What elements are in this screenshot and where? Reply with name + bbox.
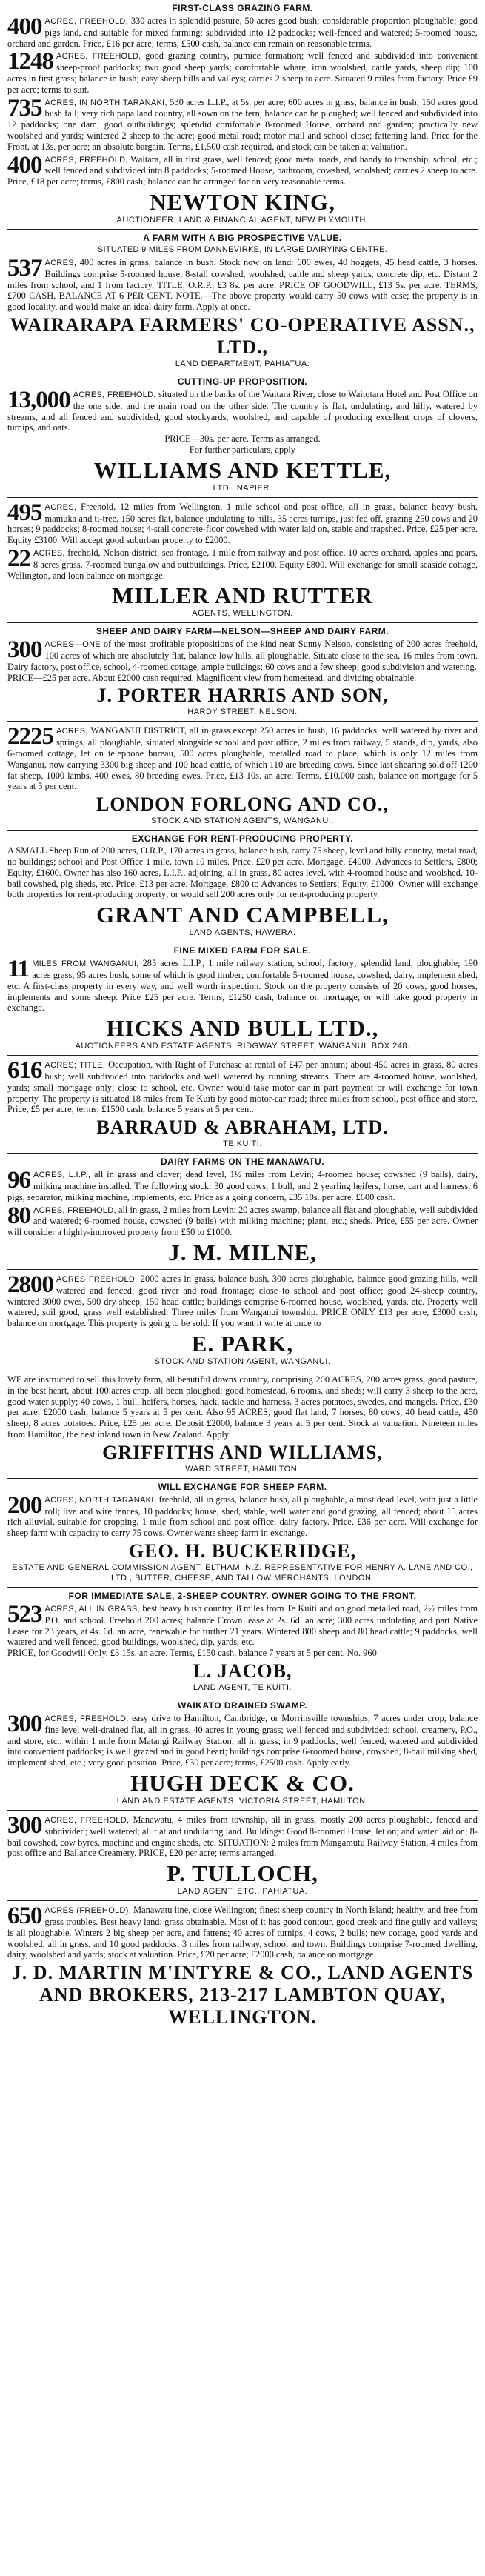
listing-entry: [7, 1059, 478, 1115]
ad-newton-king: [7, 0, 478, 230]
listing-text: ACRES, FREEHOLD, situated on the banks of the Waitara River, close to Waitotara Hotel and Post Office on the one side, and the main road on the other side. The country is flat, undulating, and hilly, watered by streams, and all fenced and subdivided, good stockyards, woolshed, and capable of producing excellent crops of clovers, turnips, and oats.: [7, 388, 478, 433]
agent-name: WILLIAMS AND KETTLE,: [93, 456, 392, 483]
ad-park: [7, 1270, 478, 1371]
ad-heading: WILL EXCHANGE FOR SHEEP FARM.: [158, 1481, 327, 1492]
listing-text: ACRES, L.I.P., all in grass and clover; dead level, 1½ miles from Levin; 4-roomed house; cowshed (9 bails), dairy, milking machine installed. The following stock: 30 good cows, 1 bull, and 2 yearling heifers, horse, cart and harness, 6 pigs, separator, milking machine, implements, etc. Price as a going concern, £35 10s. per acre. £600 cash.: [7, 1169, 478, 1202]
price-line: PRICE—£25 per acre. About £2000 cash required. Magnificent view from homestead, and dividing obtainable.: [7, 672, 417, 683]
ad-london-forlong: [7, 722, 478, 831]
listing-text: ACRES, freehold, Nelson district, sea frontage, 1 mile from railway and post office, 10 acres orchard, apples and pears, 8 acres grass, 7-roomed bungalow and outbuildings. Price, £2100. Equity £800. Will exchange for small seaside cottage, Wellington, and loan balance on mortgage.: [7, 547, 478, 581]
listing-text: ACRES, Freehold, 12 miles from Wellington, 1 mile school and post office, all in grass, balance heavy bush, mamuka and ti-tree, 150 acres flat, balance undulating to hills, 35 acres turnips, just fed off, grazing 250 cows and 20 horses; 9 paddocks; 8-roomed house; 4-stall concrete-floor cowshed with water laid on, stable and trapshed. Price, £25 per acre. Equity £3100. Will accept good suburban property to £2000.: [7, 501, 478, 546]
ad-heading: WAIKATO DRAINED SWAMP.: [177, 1700, 307, 1711]
agent-name: WAIRARAPA FARMERS' CO-OPERATIVE ASSN., LTD.,: [10, 313, 475, 358]
listing-entry: [7, 1600, 478, 1648]
agent-subtitle: LAND AGENT, ETC., PAHIATUA.: [177, 1887, 308, 1897]
listing-entry: [7, 1271, 478, 1329]
listing-text: ACRES; TITLE, Occupation, with Right of Purchase at rental of £47 per annum; about 450 acres in grass, 80 acres bush; well subdivided into paddocks and well watered by running streams. There are 4-roomed house, woolshed, yards; small mortgage only; close to school, etc. Owner would take motor car in part payment or will exchange for town property. The property is situated 18 miles from Te Kuiti by good motor-car road; three miles from school, post office and store. Price, £5 per acre; terms, £1500 cash, balance 5 years at 5 per cent.: [7, 1059, 478, 1115]
agent-name: P. TULLOCH,: [167, 1860, 318, 1887]
listing-text: ACRES, NORTH TARANAKI, freehold, all in grass, balance bush, all ploughable, almost dead level, with just a little roll; live and wire fences, 10 paddocks; house, shed, stable, well water and good grazing, all fenced; about 15 acres rich alluvial, suitable for cropping, 1 mile from school and post office, dairy factory. Price, £36 per acre. Will exchange for sheep farm with capacity to carry 75 cows. Owner wants sheep farm in exchange.: [7, 1494, 478, 1539]
agent-name: HICKS AND BULL LTD.,: [106, 1015, 379, 1042]
agent-subtitle: ESTATE AND GENERAL COMMISSION AGENT, ELTHAM. N.Z. REPRESENTATIVE FOR HENRY A. LANE AND CO., LTD., BUTTER, CHEESE, AND TALLOW MERCHANTS, LONDON.: [12, 1562, 473, 1582]
ad-heading: A FARM WITH A BIG PROSPECTIVE VALUE.: [143, 232, 342, 243]
listing-acreage: 96: [7, 1167, 30, 1194]
listing-acreage: 22: [7, 545, 30, 572]
agent-name: L. JACOB,: [193, 1660, 292, 1682]
listing-entry: [7, 725, 478, 792]
ad-wairarapa-farmers: [7, 230, 478, 373]
ad-tulloch: [7, 1811, 478, 1901]
listing-acreage: 2800: [7, 1271, 53, 1298]
listing-acreage: 80: [7, 1202, 30, 1229]
ad-hicks-bull: [7, 942, 478, 1056]
price-line: PRICE—30s. per acre. Terms as arranged.: [164, 433, 321, 445]
ad-heading: FIRST-CLASS GRAZING FARM.: [172, 3, 313, 13]
agent-subtitle: AGENTS, WELLINGTON.: [192, 609, 293, 619]
ad-miller-rutter: [7, 498, 478, 624]
ad-buckeridge: [7, 1479, 478, 1588]
agent-name: NEWTON KING,: [150, 188, 335, 215]
listing-entry: [7, 151, 478, 187]
agent-subtitle: LAND DEPARTMENT, PAHIATUA.: [175, 359, 310, 368]
listing-entry: [7, 50, 478, 95]
ad-hugh-deck: [7, 1697, 478, 1811]
listing-acreage: 523: [7, 1600, 42, 1628]
listing-text: ACRES—ONE of the most profitable propositions of the kind near Sunny Nelson, consisting of 200 acres freehold, 100 acres of which are absolutely flat, balance low hills, all ploughable. Situate close to the sea, 16 miles from town. Dairy factory, post office, school, 4-roomed cottage, ample buildings; 60 cows and a few sheep; good subdivision and watering.: [7, 639, 478, 672]
ad-williams-kettle: [7, 373, 478, 498]
listing-entry: [7, 1169, 478, 1202]
ad-heading: EXCHANGE FOR RENT-PRODUCING PROPERTY.: [131, 833, 354, 845]
agent-name: J. D. MARTIN M'INTYRE & CO., LAND AGENTS AND BROKERS, 213-217 LAMBTON QUAY, WELLINGTON.: [11, 1962, 474, 2028]
ad-heading: CUTTING-UP PROPOSITION.: [177, 376, 308, 387]
listing-text: A SMALL Sheep Run of 200 acres, O.R.P., 170 acres in grass, balance bush, carry 75 sheep, level and hilly country, metal road, no buildings; school and Post Office 1 mile, town 10 miles. Price, £20 per acre. Mortgage, £4000. Advances to Settlers, £800; Equity, £1600. Owner has also 160 acres, L.I.P., adjoining, all in grass, 80 acres level, with 4-roomed house and woolshed, 10-bail cowshed, pig sheds, etc. Price, £13 per acre. Mortgage, £800 to Advances to Settlers; Equity, £1000. Owner will exchange both properties for rent-producing property; or would sell 200 acres only for rent-producing property.: [7, 845, 478, 900]
listing-entry: [7, 13, 478, 49]
listing-entry: [7, 94, 478, 153]
agent-subtitle: TE KUITI.: [223, 1139, 262, 1149]
listing-acreage: 2225: [7, 723, 53, 750]
ad-heading: DAIRY FARMS ON THE MANAWATU.: [160, 1156, 325, 1168]
listing-entry: [7, 636, 478, 672]
listing-text: WE are instructed to sell this lovely farm, all beautiful downs country, comprising 200 ACRES, 200 acres grass, good pasture, in the best heart, about 100 acres crop, all been ploughed; good homestead, 6 rooms, and sheds; will carry 3 sheep to the acre, good water supply; 40 cows, 1 bull, heifers, horses, hack, tackle and harness, 3 acres potatoes, swedes, and mangels. Price, £30 per acre; £2000 cash, balance 5 years at 5 per cent. Also 95 ACRES, good flat land, 7 horses, 80 cows, 40 head cattle, 450 sheep, 8 acres potatoes. Price, £25 per acre. Deposit £2000, balance 3 years at 5 per cent. Stock at valuation. Nineteen miles from Hamilton, the best inland town in New Zealand. Apply: [7, 1374, 478, 1440]
listing-text: ACRES, IN NORTH TARANAKI, 530 acres L.I.P., at 5s. per acre; 600 acres in grass; balance in bush; 150 acres good bush fall; very rich papa land country, all sown on the fern; balance can be ploughed; well fenced and subdivided into 12 paddocks; one dam; good outbuildings; splendid comfortable 8-roomed House, orchard and garden; practically new woolshed and yards; wintered 2 sheep to the acre; good metal road; motor mail and school close; fattening land. Price for the Front, at 13s. per acre; an absolute bargain. Terms, £1,500 cash required, and stock can be taken at valuation.: [7, 96, 478, 152]
agent-subtitle: AUCTIONEERS AND ESTATE AGENTS, RIDGWAY STREET, WANGANUI. BOX 248.: [75, 1042, 410, 1051]
ad-porter-harris: [7, 623, 478, 722]
listing-text: ACRES, FREEHOLD, easy drive to Hamilton, Cambridge, or Morrinsville townships, 7 acres under crop, balance fine level well-drained flat, all in grass, 40 acres in young grass; well fenced and subdivided; school, creamery, P.O., and store, etc., within 1 mile from Matangi Railway Station; all in grass; in 9 paddocks, well fenced, watered and subdivided into convenient paddocks; is well grazed and in good heart; buildings comprise 6-roomed house, cowshed, 8-bail milking shed, implement shed, etc.; very good position. Price, £30 per acre; terms, £2500 cash. Apply early.: [7, 1712, 478, 1768]
agent-name: GRIFFITHS AND WILLIAMS,: [102, 1441, 383, 1463]
agent-subtitle: HARDY STREET, NELSON.: [187, 708, 298, 717]
agent-name: HUGH DECK & CO.: [130, 1769, 355, 1796]
agent-name: LONDON FORLONG AND CO.,: [96, 793, 389, 816]
agent-subtitle: STOCK AND STATION AGENT, WANGANUI.: [154, 1357, 331, 1366]
ad-heading: FOR IMMEDIATE SALE, 2-SHEEP COUNTRY. OWNER GOING TO THE FRONT.: [68, 1590, 417, 1601]
price-line: PRICE, for Goodwill Only, £3 15s. an acre. Terms, £150 cash, balance 7 years at 5 per cent. No. 960: [7, 1648, 377, 1659]
listing-text: ACRES (FREEHOLD), Manawatu line, close Wellington; finest sheep country in North Island; healthy, and free from grass troubles. Best heavy land; grass obtainable. Most of it has good contour, good creek and fine gully and valleys; is all ploughable. Winters 2 big sheep per acre, and fattens; 40 acres of turnips; 4 cows, 2 bulls; new cottage, good yards and woolshed; all in grass, and 10 good paddocks; 3 miles from railway, school and town. Buildings comprise 7-roomed dwelling, dairy, woolshed and yards; stock at valuation. Price, £20 per acre; £2000 cash, balance on mortgage.: [7, 1905, 478, 1960]
listing-acreage: 11: [7, 956, 30, 983]
listing-text: ACRES, FREEHOLD, all in grass, 2 miles from Levin; 20 acres swamp, balance all flat and ploughable, well subdivided and watered; 6-roomed house, cowshed (9 bails) with milking machine; plant, etc.; sheds. Price, £55 per acre. Owner will consider a highly-improved property from £50 to £1000.: [7, 1204, 478, 1238]
ad-milne: [7, 1154, 478, 1270]
listing-acreage: 735: [7, 94, 42, 122]
listing-acreage: 300: [7, 636, 42, 664]
agent-name: BARRAUD & ABRAHAM, LTD.: [96, 1116, 389, 1139]
listing-entry: [7, 1811, 478, 1859]
listing-acreage: 400: [7, 13, 42, 40]
listing-entry: [7, 958, 478, 1014]
listing-text: ACRES FREEHOLD, 2000 acres in grass, balance bush, 300 acres ploughable, balance good grazing hills, well watered and fenced; good river and road frontage; close to school and post office; good 24-sheep country, wintered 3000 ewes, 500 dry sheep, 150 head cattle; buildings comprise 6-roomed house, woolshed, yards, etc. Property well watered, soil good, grass well established. Three miles from Wanganui township. PRICE ONLY £13 per acre, £3000 cash, balance on mortgage. This property is going to be sold. If you want it write at once to: [7, 1274, 478, 1329]
agent-subtitle: WARD STREET, HAMILTON.: [185, 1464, 300, 1474]
listing-text: ACRES, FREEHOLD, Manawatu, 4 miles from township, all in grass, mostly 200 acres ploughable, fenced and subdivided; well watered; all flat and undulating land. Buildings: Good 8-roomed House, let on; and water laid on; 8-bail cowshed, cow byres, machine and engine sheds, etc. SITUATION: 2 miles from Mangamutu Railway Station, 4 miles from post office and Ballance Creamery. PRICE, £20 per acre; terms arranged.: [7, 1814, 478, 1859]
agent-name: GRANT AND CAMPBELL,: [96, 902, 389, 928]
listing-acreage: 616: [7, 1057, 42, 1085]
agent-subtitle: LAND AND ESTATE AGENTS, VICTORIA STREET, HAMILTON.: [116, 1796, 369, 1805]
listing-text: ACRES, FREEHOLD, Waitara, all in first grass, well fenced; good metal roads, and handy to township, school, etc.; well fenced and subdivided into 8 paddocks; 5-roomed House, bathroom, cowshed, woolshed; carries 2 sheep to acre. Price, £18 per acre; terms, £800 cash; balance can be arranged for on very reasonable terms.: [7, 153, 478, 187]
listing-text: MILES FROM WANGANUI; 285 acres L.I.P., 1 mile railway station, school, factory; splendid land, ploughable; 190 acres grass, 95 acres bush, some of which is good timber; comfortable 5-roomed house, cowshed, dairy, implement shed, etc. A first-class property in every way, and well worth inspection. Stock on the property consists of 20 cows, good horses, implements and some sheep. Price £25 per acre. Terms, £1250 cash, balance on mortgage; or will take good property in exchange.: [7, 958, 478, 1014]
ad-martin-mcintyre: [7, 1901, 478, 2032]
listing-entry: [7, 545, 478, 581]
agent-subtitle: LAND AGENTS, HAWERA.: [189, 928, 296, 938]
listing-acreage: 495: [7, 499, 42, 526]
listing-acreage: 300: [7, 1811, 42, 1839]
listing-acreage: 537: [7, 254, 42, 282]
listing-entry: [7, 499, 478, 546]
listing-entry: [7, 254, 478, 313]
ad-griffiths-williams: [7, 1371, 478, 1479]
ad-grant-campbell: [7, 831, 478, 942]
listing-entry: [7, 1905, 478, 1960]
listing-entry: [7, 386, 478, 433]
listing-text: ACRES, 400 acres in grass, balance in bush. Stock now on land: 600 ewes, 40 hoggets, 45 head cattle, 3 horses. Buildings comprise 5-roomed house, 8-stall cowshed, woolshed, cattle and sheep yards, concrete dip, etc. Distant 2 miles from school, and 1 from factory. TITLE, O.R.P., £3 8s. per acre. PRICE OF GOODWILL, £13 5s. per acre. TERMS, £700 CASH, BALANCE AT 6 PER CENT. NOTE.—The above property would carry 50 cows with ease; the property is in good locality, and would make an ideal dairy farm. Apply at once.: [7, 256, 478, 313]
agent-name: J. PORTER HARRIS AND SON,: [96, 685, 389, 707]
listing-acreage: 650: [7, 1903, 42, 1930]
listing-entry: [7, 1202, 478, 1238]
listing-acreage: 200: [7, 1491, 42, 1519]
ad-heading: SHEEP AND DAIRY FARM—NELSON—SHEEP AND DAIRY FARM.: [96, 626, 389, 637]
listing-acreage: 300: [7, 1710, 42, 1737]
agent-name: GEO. H. BUCKERIDGE,: [128, 1540, 357, 1562]
agent-subtitle: LAND AGENT, TE KUITI.: [193, 1683, 292, 1692]
listing-entry: [7, 1491, 478, 1539]
particulars-line: For further particulars, apply: [189, 444, 296, 455]
ad-subheading: SITUATED 9 MILES FROM DANNEVIRKE, IN LARGE DAIRYING CENTRE.: [97, 244, 388, 254]
ad-jacob: [7, 1588, 478, 1697]
agent-subtitle: AUCTIONEER, LAND & FINANCIAL AGENT, NEW PLYMOUTH.: [116, 215, 369, 224]
listing-acreage: 400: [7, 151, 42, 179]
listing-text: ACRES, WANGANUI DISTRICT, all in grass except 250 acres in bush, 16 paddocks, well watered by river and springs, all ploughable, situated alongside school and post office, 2 miles from railway, 5 stands, dip, yards, also 6-roomed cottage, let on telephone bureau, 500 acres ploughable, metalled road to place, which is only 12 miles from Wanganui, now carrying 3300 big sheep and 100 head cattle, of which 110 are breeding cows. Since last shearing sold off 1200 fat sheep, 1000 lambs, 400 ewes, 80 breeding ewes. Price, £13 10s. an acre. Terms, £10,000 cash, balance on mortgage for 5 years at 5 per cent.: [7, 725, 478, 792]
listing-acreage: 1248: [7, 48, 53, 76]
ad-heading: FINE MIXED FARM FOR SALE.: [173, 945, 312, 956]
listing-text: ACRES, ALL IN GRASS, best heavy bush country, 8 miles from Te Kuiti and on good metalled road, 2½ miles from P.O. and school. Freehold 200 acres; balance Crown lease at 2s. 6d. an acre; 300 acres undulating and part Native Lease for 23 years, at 4s. 6d. an acre, renewable for further 21 years. Wintered 800 sheep and 80 head cattle; 9 paddocks, well watered and well fenced; good buildings, woolshed, dip, yards, etc.: [7, 1602, 478, 1648]
ad-barraud-abraham: [7, 1056, 478, 1154]
listing-acreage: 13,000: [7, 386, 70, 413]
listing-text: ACRES, FREEHOLD, good grazing country, pumice formation; well fenced and subdivided into convenient sheep-proof paddocks; two good sheep yards; comfortable whare, iron woolshed, cattle yards, sheep dip; 100 acres in first grass; balance in bush; easy sheep hills and valleys; carries 2 sheep to acre. Situated 9 miles from factory. Price £9 per acre; terms to suit.: [7, 50, 478, 95]
listing-entry: [7, 1710, 478, 1768]
agent-subtitle: LTD., NAPIER.: [213, 483, 272, 493]
agent-subtitle: STOCK AND STATION AGENTS, WANGANUI.: [151, 816, 334, 826]
listing-text: ACRES, FREEHOLD, 330 acres in splendid pasture, 50 acres good bush; considerable proportion ploughable; good pigs land, and suitable for mixed farming; subdivided into 12 paddocks; well-fenced and watered; 5-roomed house, orchard and garden. Price, £16 per acre; terms, £500 cash, balance can remain on reasonable terms.: [7, 16, 478, 49]
agent-name: MILLER AND RUTTER: [112, 582, 373, 609]
agent-name: E. PARK,: [191, 1330, 294, 1357]
agent-name: J. M. MILNE,: [168, 1239, 317, 1265]
